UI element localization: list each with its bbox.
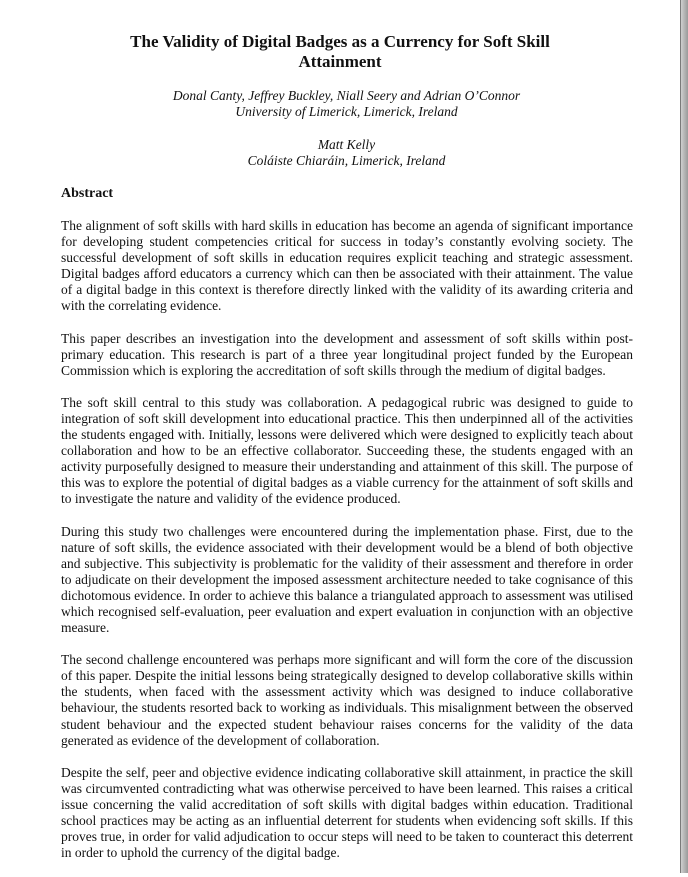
abstract-paragraph-5: The second challenge encountered was perhaps more significant and will form the core of the discussion of this paper. Despite the initial lessons being strategically designed to develop collaborative skills within the students, when faced with the assessment activity which was designed to induce collaborative behaviour, the students resorted back to working as individuals. This misalignment between the observed student behaviour and the expected student behaviour raises concerns for the validity of the data generated as evidence of the development of collaboration. [61, 652, 633, 748]
second-author-affiliation: Coláiste Chiaráin, Limerick, Ireland [247, 153, 446, 168]
abstract-paragraph-3: The soft skill central to this study was collaboration. A pedagogical rubric was designed to guide to integration of soft skill development into educational practice. This then underpinned all of the activities the students engaged with. Initially, lessons were delivered which were designed to explicitly teach about collaboration and how to be an effective collaborator. Succeeding these, the students engaged with an activity purposefully designed to measure their understanding and attainment of this skill. The purpose of this was to explore the potential of digital badges as a viable currency for the attainment of soft skills and to investigate the nature and validity of the evidence produced. [61, 394, 633, 507]
author-names: Donal Canty, Jeffrey Buckley, Niall Seery and Adrian O’Connor [172, 88, 521, 103]
abstract-heading: Abstract [61, 186, 114, 201]
abstract-paragraph-2: This paper describes an investigation into the development and assessment of soft skills within post-primary education. This research is part of a three year longitudinal project funded by the European Commission which is exploring the accreditation of soft skills through the medium of digital badges. [61, 330, 633, 378]
second-author-name: Matt Kelly [317, 137, 376, 152]
author-affiliation: University of Limerick, Limerick, Ireland [235, 104, 458, 119]
author-gap [60, 120, 633, 137]
abstract-body [61, 218, 633, 877]
page-edge-shadow [681, 0, 688, 873]
abstract-paragraph-4: During this study two challenges were encountered during the implementation phase. First, due to the nature of soft skills, the evidence associated with their development would be a blend of both objective and subjective. This subjectivity is problematic for the validity of their assessment and therefore in order to adjudicate on their development the imposed assessment architecture needed to take cognisance of this dichotomous evidence. In order to achieve this balance a triangulated approach to assessment was utilised which recognised self-evaluation, peer evaluation and expert evaluation in conjunction with an objective measure. [61, 523, 633, 636]
abstract-paragraph-1: The alignment of soft skills with hard skills in education has become an agenda of significant importance for developing student competencies critical for success in today’s constantly evolving society. The successful development of soft skills in education requires explicit teaching and strategic assessment. Digital badges afford educators a currency which can then be associated with their attainment. The value of a digital badge in this context is therefore directly linked with the validity of its awarding criteria and with the correlating evidence. [61, 218, 633, 314]
paper-title: The Validity of Digital Badges as a Currency for Soft Skill Attainment [130, 32, 550, 71]
author-block [60, 88, 633, 169]
abstract-paragraph-6: Despite the self, peer and objective evidence indicating collaborative skill attainment, in practice the skill was circumvented contradicting what was otherwise perceived to have been learned. This raises a critical issue concerning the valid accreditation of soft skills with digital badges within education. Traditional school practices may be acting as an influential deterrent for students when evidencing soft skills. If this proves true, in order for valid adjudication to occur steps will need to be taken to counteract this deterrent in order to uphold the currency of the digital badge. [61, 764, 633, 861]
